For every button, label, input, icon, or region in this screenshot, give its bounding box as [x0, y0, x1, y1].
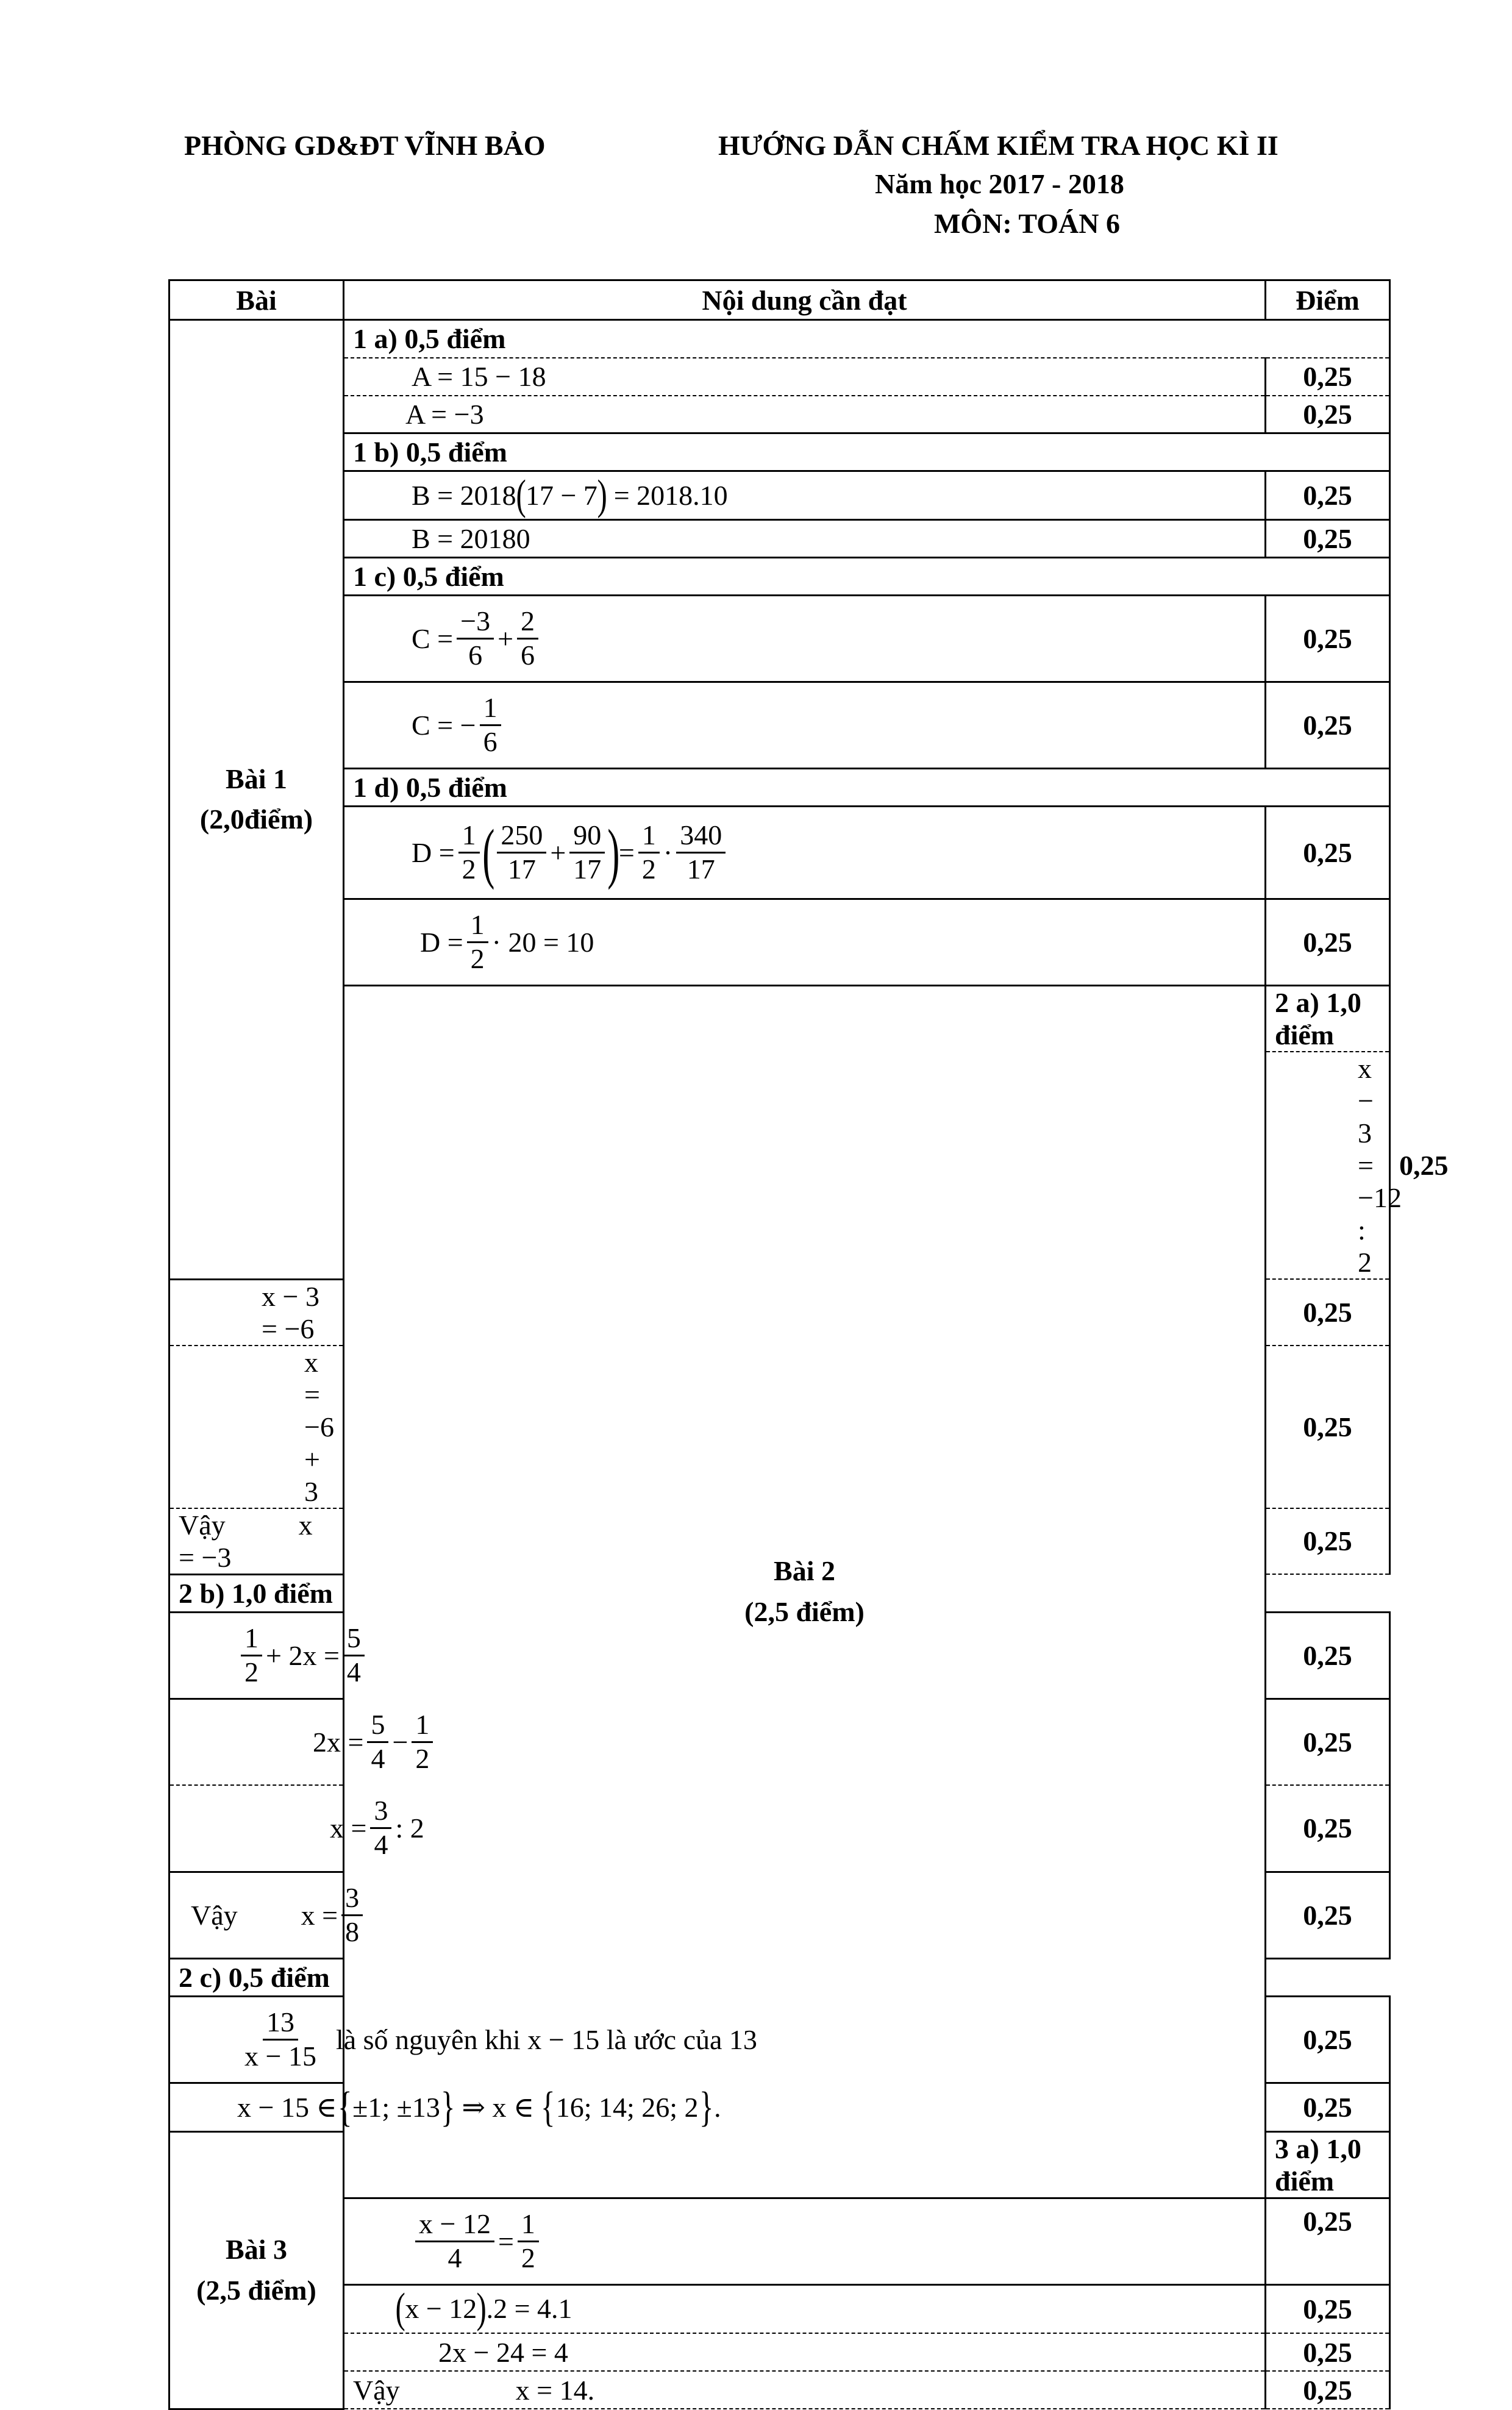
table-row	[169, 358, 1390, 396]
step-2c-2: x − 15 ∈ { ±1; ±13 } ⇒ x ∈ { 16; 14; 26; 2 } .	[169, 2083, 344, 2131]
step-2a-4	[169, 1508, 344, 1575]
score: 0,25	[1266, 1785, 1390, 1872]
subheading-1d: 1 d) 0,5 điểm	[344, 769, 1390, 807]
fraction: $\frac{1}{2}$	[412, 1709, 433, 1775]
fraction: $\frac{3}{8}$	[341, 1882, 363, 1948]
table-row	[169, 558, 1390, 596]
score: 0,25	[1266, 1699, 1390, 1785]
bai1-cell	[169, 320, 344, 1280]
score: 0,25	[1266, 1346, 1390, 1508]
step-2c-1	[169, 1996, 757, 2083]
score: 0,25	[1266, 1872, 1390, 1958]
c-lhs: C =	[412, 710, 454, 741]
b1-inner: 17 − 7	[525, 480, 597, 511]
step-2a-3: x = −6 + 3	[169, 1346, 344, 1508]
table-row	[169, 471, 1390, 520]
score: 0,25	[1266, 2284, 1390, 2333]
score: 0,25	[1266, 1279, 1390, 1346]
score: 0,25	[1266, 358, 1390, 396]
score: 0,25	[1266, 1612, 1390, 1699]
step-2b-1	[169, 1612, 361, 1699]
score: 0,25	[1266, 2333, 1390, 2371]
table-row	[169, 2284, 1390, 2333]
score: 0,25	[1266, 396, 1390, 433]
step-2a-4-eq: x = −3	[179, 1509, 313, 1573]
minus: −	[460, 710, 476, 741]
table-row	[169, 520, 1390, 558]
step-2a-1: x − 3 = −12 : 2	[1266, 1052, 1390, 1279]
table-row	[169, 807, 1390, 899]
fraction: $\frac{x - 12}{4}$	[415, 2208, 494, 2275]
step-2b-2	[169, 1699, 430, 1785]
grading-table	[168, 279, 1449, 2410]
2x-lhs: 2x =	[313, 1726, 364, 1758]
b1-right: = 2018.10	[613, 480, 728, 511]
table-header-row	[169, 280, 1390, 320]
divisor-set: ±1; ±13	[352, 2091, 440, 2123]
subheading-1b: 1 b) 0,5 điểm	[344, 433, 1390, 471]
step-1b-1: B = 2018 ( 17 − 7 ) = 2018.10	[344, 471, 1266, 520]
table-row	[169, 2371, 1390, 2409]
subheading-2a: 2 a) 1,0 điểm	[1266, 986, 1390, 1052]
fraction: $\frac{5}{4}$	[343, 1622, 365, 1689]
b1-left: B = 2018	[412, 480, 516, 511]
department-name: PHÒNG GD&ĐT VĨNH BẢO	[184, 130, 546, 161]
step-2c-1-text: là số nguyên khi x − 15 là ước của 13	[335, 2024, 757, 2055]
bai3-cell	[169, 2131, 344, 2409]
divide-2: : 2	[395, 1813, 424, 1844]
c-lhs: C =	[412, 623, 454, 654]
step-2b-3	[169, 1785, 424, 1872]
score: 0,25	[1266, 471, 1390, 520]
subheading-3a: 3 a) 1,0 điểm	[1266, 2131, 1390, 2198]
fraction: $\frac{1}{2}$	[518, 2208, 539, 2275]
table-row	[169, 986, 1390, 1052]
d-lhs: D =	[412, 837, 455, 868]
plus: +	[497, 623, 514, 654]
step-1b-2: B = 20180	[344, 520, 1266, 558]
table-row	[169, 1958, 1390, 1996]
step-3a-4	[344, 2371, 1266, 2409]
solution-set: 16; 14; 26; 2	[555, 2091, 699, 2123]
equals: =	[618, 837, 635, 868]
step-1c-1	[344, 596, 1266, 682]
score: 0,25	[1266, 807, 1390, 899]
table-row	[169, 769, 1390, 807]
bai2-name: Bài 2	[774, 1555, 835, 1587]
header-score: Điểm	[1266, 280, 1390, 320]
step-1c-2	[344, 682, 1266, 769]
plus-2x: + 2x =	[266, 1640, 340, 1671]
step-1d-1: D = $\frac{1}{2}$ ( $\frac{250}{17}$ + $\frac{90}{17}$ ) = $\frac{1}{2}$ · $\frac{340}{17}$	[344, 807, 1266, 899]
subheading-2c: 2 c) 0,5 điểm	[169, 1958, 1266, 1996]
subheading-2b: 2 b) 1,0 điểm	[169, 1574, 1266, 1612]
minus: −	[392, 1726, 408, 1758]
implies: ⇒ x ∈	[462, 2092, 535, 2123]
score: 0,25	[1266, 596, 1390, 682]
header-bai: Bài	[169, 280, 344, 320]
step-1a-2: A = −3	[344, 396, 1266, 433]
vay-label: Vậy	[353, 2374, 400, 2406]
bai3-name: Bài 3	[226, 2233, 287, 2265]
table-row	[169, 682, 1390, 769]
fraction: $\frac{-3}{6}$	[457, 605, 494, 672]
fraction: $\frac{1}{6}$	[480, 692, 501, 758]
bai3-points: (2,5 điểm)	[196, 2274, 316, 2306]
bai1-name: Bài 1	[226, 763, 287, 794]
step-1a-1: A = 15 − 18	[344, 358, 1266, 396]
step-1d-2	[344, 899, 1266, 986]
fraction: $\frac{2}{6}$	[517, 605, 538, 672]
score: 0,25	[1266, 2198, 1390, 2284]
table-row: x − 3 = −12 : 2 0,25	[169, 1052, 1390, 1279]
d-lhs: D =	[420, 927, 463, 958]
step-2a-2: x − 3 = −6	[169, 1279, 344, 1346]
fraction: $\frac{250}{17}$	[497, 819, 546, 886]
table-row	[169, 899, 1390, 986]
score: 0,25	[1266, 520, 1390, 558]
a2-inner: x − 12	[405, 2292, 477, 2324]
period: .	[714, 2091, 721, 2123]
vay-label: Vậy	[179, 1509, 226, 1541]
table-row	[169, 396, 1390, 433]
fraction: $\frac{5}{4}$	[367, 1709, 388, 1775]
table-row	[169, 2333, 1390, 2371]
fraction: $\frac{1}{2}$	[467, 909, 488, 975]
bai2-points: (2,5 điểm)	[744, 1595, 865, 1627]
step-2b-4	[169, 1872, 360, 1958]
table-row	[169, 320, 1390, 358]
fraction: $\frac{1}{2}$	[458, 819, 480, 886]
fraction: $\frac{1}{2}$	[241, 1622, 262, 1689]
header-content: Nội dung cần đạt	[344, 280, 1266, 320]
table-row	[169, 2198, 1390, 2284]
table-row	[169, 596, 1390, 682]
subheading-1a: 1 a) 0,5 điểm	[344, 320, 1390, 358]
dot: ·	[663, 837, 673, 868]
score: 0,25	[1266, 1996, 1390, 2083]
vay-label: Vậy	[191, 1899, 238, 1931]
score: 0,25	[1266, 1508, 1390, 1575]
score: 0,25	[1266, 682, 1390, 769]
subject: MÔN: TOÁN 6	[934, 208, 1120, 239]
bai1-points: (2,0điểm)	[199, 804, 313, 835]
fraction: $\frac{340}{17}$	[676, 819, 726, 886]
score: 0,25	[1266, 2371, 1390, 2409]
fraction: $\frac{3}{4}$	[370, 1795, 391, 1861]
fraction: $\frac{13}{x - 15}$	[244, 2006, 316, 2072]
document-title: HƯỚNG DẪN CHẤM KIỂM TRA HỌC KÌ II	[718, 130, 1278, 161]
x-lhs: x =	[330, 1813, 367, 1844]
table-row	[169, 433, 1390, 471]
step-3a-2: ( x − 12 ) .2 = 4.1	[344, 2284, 1266, 2333]
plus: +	[550, 837, 566, 868]
a2-rest: .2 = 4.1	[486, 2292, 572, 2324]
c2-a: x − 15 ∈	[237, 2092, 337, 2123]
step-3a-1	[344, 2198, 1266, 2284]
d2-rest: · 20 = 10	[491, 927, 594, 958]
equals: =	[497, 2226, 514, 2257]
fraction: $\frac{1}{2}$	[638, 819, 660, 886]
score: 0,25	[1266, 899, 1390, 986]
school-year: Năm học 2017 - 2018	[875, 168, 1124, 199]
fraction: $\frac{90}{17}$	[569, 819, 605, 886]
score: 0,25	[1266, 2083, 1390, 2131]
subheading-1c: 1 c) 0,5 điểm	[344, 558, 1390, 596]
step-3a-4-eq: x = 14.	[515, 2374, 595, 2406]
x-lhs: x =	[301, 1899, 338, 1931]
step-3a-3: 2x − 24 = 4	[344, 2333, 1266, 2371]
